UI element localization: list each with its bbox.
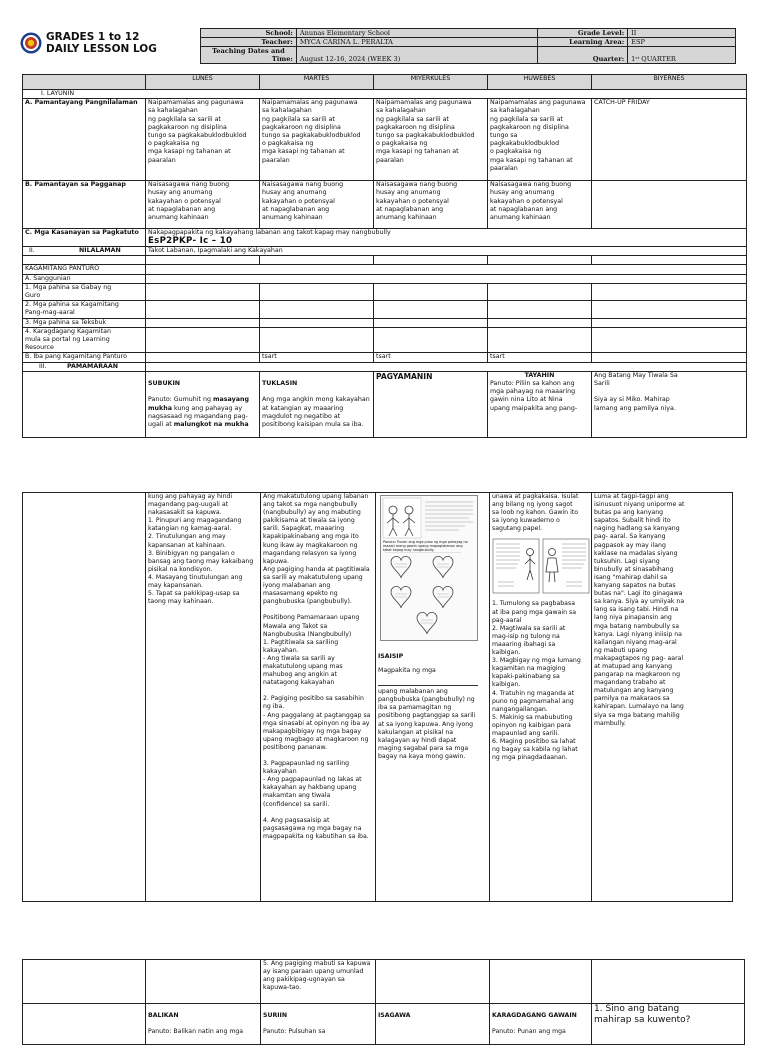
pagganap-lunes: Naisasagawa nang buong husay ang anumang kakayahan o potensyal at napaglabanan ang anumang kahinaan [146, 181, 260, 229]
page3-huwebes-top [490, 960, 592, 1004]
tuklasin-item-5: 5. Ang pagiging mabuti sa kapuwa ay isang paraan upang umunlad ang pakikipag-ugnayan sa kapuwa-tao. [261, 960, 376, 1004]
tayahin-boxes [492, 538, 590, 594]
pamantayang-lunes: Naipamamalas ang pagunawa sa kahalagahan ng pagkilala sa sarili at pagkakaroon ng disiplina tungo sa pagkakabuklodbuklod o pagkakaisa ng mga kasapi ng tahanan at paaralan [146, 99, 260, 181]
blank-cell [488, 256, 592, 265]
pagyamanin-body [376, 493, 490, 902]
kuwento-body: Luma at tagpi-tagpi ang isinusuot niyang uniporme at butas pa ang kanyang sapatos. Subalit hindi ito naging hadlang sa kanyang pag- aaral. Sa kanyang pagpasok ay may ilang kaklase na madalas siyang tuksuhin. Lagi siyang binubully at sinasabihang isang "mahirap dahil sa kanyang sapatos na butas butas na". Lagi ito ginagawa sa kanya. Siya ay umiiyak na lang sa isang tabi. Hindi na lang niya pinapansin ang mga batang nambubully sa kanya. Lagi niyang iniisip na kailangan niyang mag-aral ng mabuti upang makapagtapos ng pag- aaral at matupad ang kanyang pangarap na magkaroon ng magandang trabaho at matulungan ang kanyang pamilya na makaraos sa kahirapan. Lumalayo na lang siya sa mga batang mahilig mambully. [592, 493, 733, 902]
tuklasin-text: Ang mga angkin mong kakayahan at katangian ay maaaring magdulot ng negatibo at positibong kaisipan mula sa iba. [262, 396, 370, 429]
page3-label-col-2 [23, 1004, 146, 1045]
nilalaman-text: Takot Labanan, Ipagmalaki ang Kakayahan [146, 247, 747, 256]
pamamaraan-cell [146, 362, 747, 371]
subukin-cell [146, 371, 260, 438]
pamamaraan-num: III. [39, 362, 47, 370]
mag-aaral-cell [488, 301, 592, 318]
balikan-heading: BALIKAN [148, 1012, 179, 1020]
form-title-line2: DAILY LESSON LOG [46, 43, 157, 55]
section-layunin: I. LAYUNIN [23, 90, 747, 99]
page2-label-col [23, 493, 146, 902]
pagganap-martes: Naisasagawa nang buong husay ang anumang kakayahan o potensyal at napaglabanan ang anumang kahinaan [260, 181, 374, 229]
blank-cell [146, 256, 260, 265]
pagyamanin-worksheet [380, 495, 478, 641]
teksbuk-cell [488, 318, 592, 327]
page2-table [22, 492, 733, 902]
tayahin-heading: TAYAHIN [524, 371, 555, 379]
karagdagang-cell [488, 327, 592, 353]
pagganap-huwebes: Naisasagawa nang buong husay ang anumang kakayahan o potensyal at napaglabanan ang anumang kahinaan [488, 181, 592, 229]
iba-pang-kagamitan-label: B. Iba pang Kagamitang Panturo [23, 353, 146, 362]
karagdagang-kagamitan-label: 4. Karagdagang Kagamitan mula sa portal ng Learning Resource [23, 327, 146, 353]
subukin-text: Panuto: Gumuhit ng masayang mukha kung ang pahayag ay nagsasaad ng magandang pag- ugali at malungkot na mukha [148, 396, 249, 429]
kasanayan-label: C. Mga Kasanayan sa Pagkatuto [23, 229, 146, 247]
mag-aaral-cell [374, 301, 488, 318]
gabay-cell [260, 283, 374, 300]
kasanayan-text: Nakapagpapakita ng kakayahang labanan ang takot kapag may nangbubully [148, 229, 391, 237]
kasanayan-cell [146, 229, 747, 247]
isaisip-prompt: Magpakita ng mga [378, 667, 436, 675]
gabay-cell [488, 283, 592, 300]
teksbuk-cell [260, 318, 374, 327]
blank-cell [374, 256, 488, 265]
subukin-items: kung ang pahayag ay hindi magandang pag-uugali at nakasasakit sa kapuwa. 1. Pinupuri ang magagandang katangian ng kamag-aaral. 2. Tinutulungan ang may kapansanan at kahinaan. 3. Binibigyan ng pangalan o bansag ang taong may kakaibang pisikal na kondisyon. 4. Masayang tinutulungan ang may kapansanan. 5. Tapat sa pakikipag-usap sa taong may kahinaan. [146, 493, 261, 902]
kuwento-intro: Ang Batang May Tiwala Sa Sarili Siya ay si Miko. Mahirap lamang ang pamilya niya. [592, 371, 747, 438]
balikan-text: Panuto: Balikan natin ang mga [148, 1028, 244, 1036]
gabay-guro-label: 1. Mga pahina sa Gabay ng Guro [23, 283, 146, 300]
karagdagang-gawain-cell [490, 1004, 592, 1045]
mag-aaral-cell [592, 301, 747, 318]
tayahin-choices: 1. Tumulong sa pagbabasa at iba pang mga gawain sa pag-aaral 2. Magtiwala sa sarili at mag-isip ng tulong na maaaring ibahagi sa kaibigan. 3. Magbigay ng mga lumang kagamitan na magiging kapaki-pakinabang sa kaibigan. 4. Tratuhin ng maganda at puno ng pagmamahal ang nangangailangan. 5. Makinig sa mabubuting opinyon ng kaibigan para mapaunlad ang sarili. 6. Maging positibo sa lahat ng bagay sa kabila ng lahat ng mga pinagdadaanan. [492, 600, 581, 762]
page3-miyerkules-top [376, 960, 490, 1004]
karagdagang-cell [260, 327, 374, 353]
teacher-label: Teacher: [201, 38, 297, 47]
teacher-value: MYCA CARINA L. PERALTA [296, 38, 537, 47]
teksbuk-cell [374, 318, 488, 327]
tuklasin-cell [260, 371, 374, 438]
deped-seal [20, 32, 42, 54]
page3-lunes-top [146, 960, 261, 1004]
pamamaraan-blank [23, 371, 146, 438]
pagganap-miyerkules: Naisasagawa nang buong husay ang anumang kakayahan o potensyal at napaglabanan ang anumang kahinaan [374, 181, 488, 229]
isagawa-heading: ISAGAWA [378, 1012, 411, 1020]
suriin-heading: SURIIN [263, 1012, 288, 1020]
balikan-cell [146, 1004, 261, 1045]
page3-table [22, 959, 745, 1045]
gabay-cell [374, 283, 488, 300]
header-info-table [200, 28, 736, 64]
pagyamanin-cell [374, 371, 488, 438]
iba-pa-biyernes [592, 353, 747, 362]
day-header-martes: MARTES [260, 75, 374, 90]
pamantayang-pangnilalaman-label: A. Pamantayang Pangnilalaman [23, 99, 146, 181]
tayahin-cell [488, 371, 592, 438]
karagdagang-cell [374, 327, 488, 353]
teaching-dates-label [201, 47, 297, 64]
school-value: Anunas Elementary School [296, 29, 537, 38]
karagdagang-gawain-heading: KARAGDAGANG GAWAIN [492, 1012, 577, 1020]
tayahin-text: Panuto: Piliin sa kahon ang mga pahayag na maaaring gawin nina Lito at Nina upang maipakita ang pang- [490, 380, 578, 412]
tuklasin-body: Ang makatutulong upang labanan ang takot sa mga nangbubully (nangbubully) ay ang mabuting pakikisama at tiwala sa iyong sarili. Sapagkat, maaaring kapakipakinabang ang mga ito kung ikaw ay magkakaroon ng magandang relasyon sa iyong kapuwa. Ang pagiging handa at pagtitiwala sa sarili ay makatutulong upang iyong malabanan ang masasamang epekto ng pangbubuska (pangbubully). Positibong Pamamaraan upang Mawala ang Takot sa Nangbubuska (Nangbubully) 1. Pagtitiwala sa sariling kakayahan. - Ang tiwala sa sarili ay makatutulong upang mas mahubog ang angkin at natatagong kakayahan 2. Pagiging positibo sa sasabihin ng iba. - Ang paggalang at pagtanggap sa mga sinasabi at opinyon ng iba ay makapagbibigay ng mga bagay upang magbago at magkaroon ng positibong pananaw. 3. Pagpapaunlad ng sariling kakayahan - Ang pagpapaunlad ng lakas at kakayahan ay hakbang upang makamtan ang tiwala (confidence) sa sarili. 4. Ang pagsasaisip at pagsasagawa ng mga bagay na magpapakita ng kabutihan sa iba. [261, 493, 376, 902]
gabay-cell [592, 283, 747, 300]
pamantayang-miyerkules: Naipamamalas ang pagunawa sa kahalagahan ng pagkilala sa sarili at pagkakaroon ng disiplina tungo sa pagkakabuklodbuklod o pagkakaisa ng mga kasapi ng tahanan at paaralan [374, 99, 488, 181]
kasanayan-code: EsP2PKP- Ic – 10 [148, 236, 233, 247]
isaisip-heading: ISAISIP [378, 653, 404, 660]
day-header-huwebes: HUWEBES [488, 75, 592, 90]
day-header-lunes: LUNES [146, 75, 260, 90]
karagdagang-gawain-text: Panuto: Punan ang mga [492, 1028, 566, 1036]
tayahin-body [490, 493, 592, 902]
tuklasin-heading: TUKLASIN [262, 380, 298, 388]
sanggunian-cell [146, 274, 747, 283]
teksbuk-cell [146, 318, 260, 327]
iba-pa-lunes [146, 353, 260, 362]
page3-biyernes-top [592, 960, 745, 1004]
blank-cell [260, 256, 374, 265]
kagamitang-panturo-label: KAGAMITANG PANTURO [23, 265, 146, 274]
teaching-dates-label-2: Time: [271, 55, 293, 63]
catch-up-friday: CATCH-UP FRIDAY [592, 99, 747, 181]
lesson-log-table [22, 74, 747, 438]
teaching-dates-label-1: Teaching Dates and [212, 47, 285, 55]
blank-cell [592, 256, 747, 265]
pagyamanin-heading: PAGYAMANIN [376, 371, 433, 381]
sanggunian-label: A. Sanggunian [23, 274, 146, 283]
quarter-value: 1ˢᵗ QUARTER [628, 47, 736, 64]
grade-level-label: Grade Level: [538, 29, 628, 38]
suriin-text: Panuto: Pulsuhan sa [263, 1028, 326, 1036]
page3-label-col [23, 960, 146, 1004]
grade-level-value: II [628, 29, 736, 38]
kagamitang-mag-aaral-label: 2. Mga pahina sa Kagamitang Pang-mag-aaral [23, 301, 146, 318]
learning-area-value: ESP [628, 38, 736, 47]
teksbuk-label: 3. Mga pahina sa Teksbuk [23, 318, 146, 327]
teaching-dates-value: August 12-16, 2024 (WEEK 3) [296, 47, 537, 64]
corner-cell [23, 75, 146, 90]
day-header-biyernes: BIYERNES [592, 75, 747, 90]
isaisip-blank-line [378, 675, 478, 686]
nilalaman-label: NILALAMAN [79, 247, 121, 255]
isagawa-cell [376, 1004, 490, 1045]
subukin-heading: SUBUKIN [148, 380, 181, 388]
isaisip-text: upang malabanan ang pangbubuska (pangbubully) ng iba sa pamamagitan ng positibong pagtanggap sa sarili at sa iyong kapuwa. Ang iyong kakulangan at pisikal na kalagayan ay hindi dapat maging sagabal para sa mga bagay na kaya mong gawin. [378, 688, 476, 760]
nilalaman-label-cell [23, 247, 146, 256]
pamamaraan-label-cell [23, 362, 146, 371]
suriin-cell [261, 1004, 376, 1045]
tanong-1: 1. Sino ang batang mahirap sa kuwento? [592, 1004, 745, 1045]
mag-aaral-cell [146, 301, 260, 318]
pamantayang-martes: Naipamamalas ang pagunawa sa kahalagahan ng pagkilala sa sarili at pagkakaroon ng disiplina tungo sa pagkakabuklodbuklod o pagkakaisa ng mga kasapi ng tahanan at paaralan [260, 99, 374, 181]
form-title [46, 31, 157, 55]
karagdagang-cell [592, 327, 747, 353]
gabay-cell [146, 283, 260, 300]
quarter-label: Quarter: [538, 47, 628, 64]
tayahin-instructions: unawa at pagkakaisa. Isulat ang bilang ng iyong sagot sa loob ng kahon. Gawin ito sa iyong kuwaderno o sagutang papel. [492, 493, 579, 533]
mag-aaral-cell [260, 301, 374, 318]
tsart-huwebes: tsart [488, 353, 592, 362]
lito-nina-illustration [492, 538, 590, 594]
pamantayan-pagganap-label: B. Pamantayan sa Pagganap [23, 181, 146, 229]
teksbuk-cell [592, 318, 747, 327]
pagganap-biyernes [592, 181, 747, 229]
day-header-miyerkules: MIYERKULES [374, 75, 488, 90]
blank-label [23, 256, 146, 265]
school-label: School: [201, 29, 297, 38]
tsart-miyerkules: tsart [374, 353, 488, 362]
pamamaraan-label: PAMAMARAAN [67, 362, 119, 370]
tsart-martes: tsart [260, 353, 374, 362]
kagamitang-panturo-cell [146, 265, 747, 274]
karagdagang-cell [146, 327, 260, 353]
pamantayang-huwebes: Naipamamalas ang pagunawa sa kahalagahan ng pagkilala sa sarili at pagkakaroon ng disiplina tungo sa pagkakabuklodbuklod o pagkakaisa ng mga kasapi ng tahanan at paaralan [488, 99, 592, 181]
form-title-line1: GRADES 1 to 12 [46, 31, 140, 43]
nilalaman-num: II. [29, 247, 35, 255]
learning-area-label: Learning Area: [538, 38, 628, 47]
hearts-worksheet-illustration [381, 496, 477, 640]
pagyamanin-caption: Panuto: Punan ang mga puso ng mga pahayag na maaari mong gawin upang mapaglabanan ang takot kapag may nangbubully. [383, 540, 475, 552]
